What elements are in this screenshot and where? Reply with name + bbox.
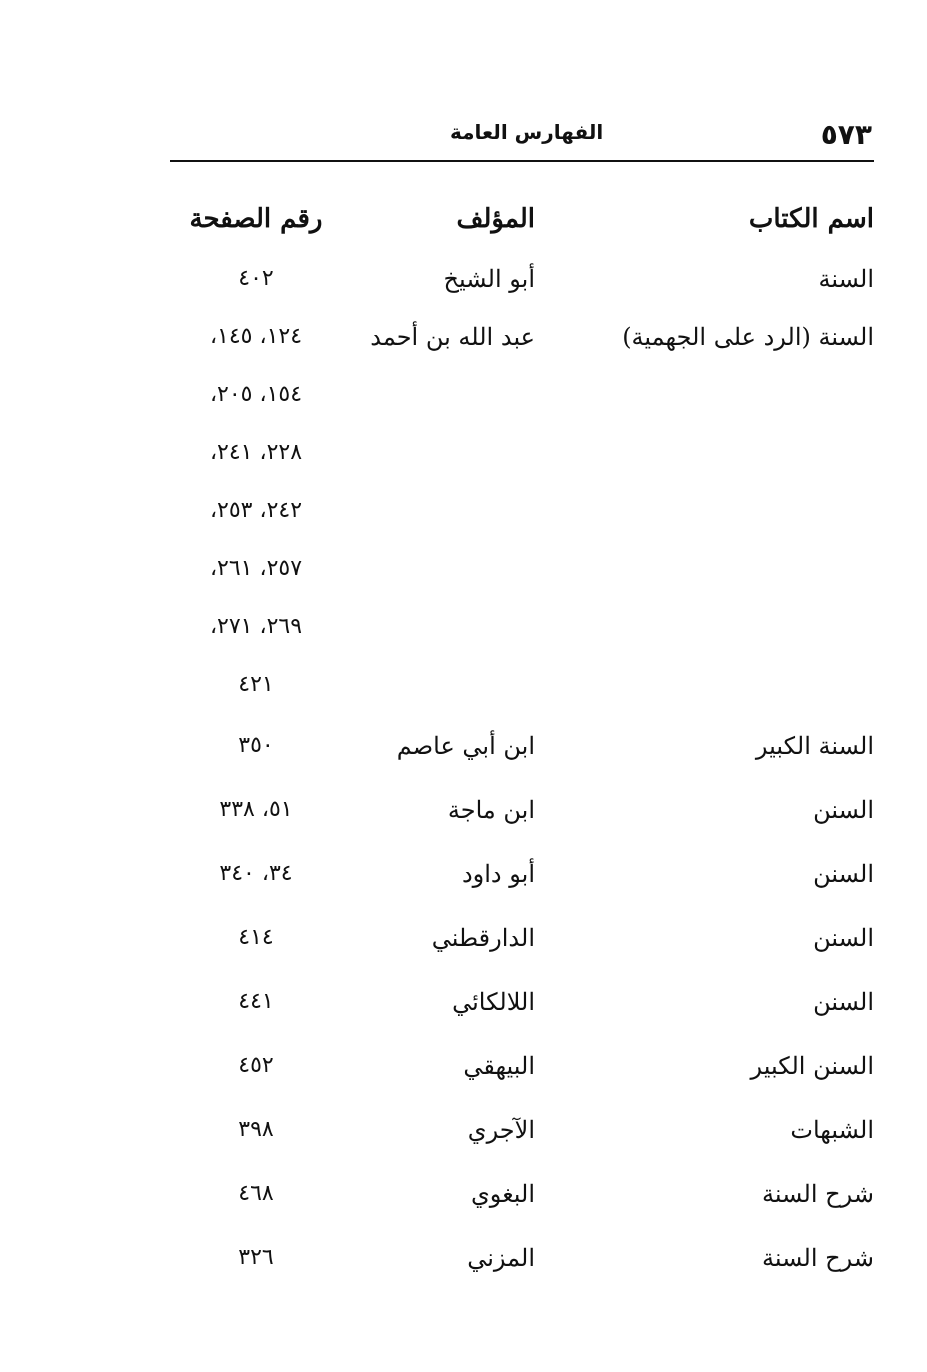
page-refs: ٣٢٦ [238, 1245, 274, 1270]
page-refs: ٤٦٨ [238, 1181, 274, 1206]
table-row [170, 308, 890, 366]
page-refs: ٤٥٢ [238, 1053, 274, 1078]
book-title: السنن الكبير [750, 1052, 874, 1080]
table-row [170, 482, 890, 540]
page-refs: ٤١٤ [238, 925, 274, 950]
table-header-row [170, 190, 890, 250]
book-title: السنة (الرد على الجهمية) [622, 323, 874, 351]
table-row [170, 366, 890, 424]
page-number: ٥٧٣ [820, 118, 872, 151]
page-refs: ٣٩٨ [238, 1117, 274, 1142]
page-refs: ٢٤٢، ٢٥٣، [209, 498, 303, 523]
page-refs: ١٢٤، ١٤٥، [209, 324, 303, 349]
book-title: السنة الكبير [755, 732, 874, 760]
book-author: ابن ماجة [447, 796, 535, 824]
book-author: ابن أبي عاصم [396, 732, 535, 760]
book-author: اللالكائي [452, 988, 535, 1016]
page-refs: ٢٥٧، ٢٦١، [209, 556, 303, 581]
table-row [170, 540, 890, 598]
table-row [170, 970, 890, 1034]
table-row [170, 906, 890, 970]
book-author: أبو داود [461, 860, 535, 888]
book-title: السنن [813, 796, 874, 824]
table-row [170, 424, 890, 482]
table-row [170, 1162, 890, 1226]
book-title: شرح السنة [762, 1180, 874, 1208]
page-refs: ٢٦٩، ٢٧١، [209, 614, 303, 639]
book-author: عبد الله بن أحمد [370, 323, 535, 351]
page-refs: ٤٤١ [238, 989, 274, 1014]
table-row [170, 842, 890, 906]
column-header-page: رقم الصفحة [189, 204, 323, 234]
table-row [170, 598, 890, 656]
table-row [170, 250, 890, 308]
table-row [170, 1034, 890, 1098]
table-row [170, 714, 890, 778]
book-title: السنن [813, 860, 874, 888]
book-author: الآجري [467, 1116, 535, 1144]
column-header-author: المؤلف [456, 204, 535, 234]
book-title: الشبهات [790, 1116, 874, 1144]
table-row [170, 656, 890, 714]
page-refs: ٣٤، ٣٤٠ [219, 861, 293, 886]
table-row [170, 778, 890, 842]
book-title: السنن [813, 988, 874, 1016]
book-author: البيهقي [463, 1052, 535, 1080]
page-refs: ٣٥٠ [238, 733, 274, 758]
book-author: المزني [467, 1244, 535, 1272]
page-refs: ٢٢٨، ٢٤١، [209, 440, 303, 465]
page-refs: ١٥٤، ٢٠٥، [209, 382, 303, 407]
book-title: السنن [813, 924, 874, 952]
book-author: البغوي [471, 1180, 535, 1208]
book-author: أبو الشيخ [443, 265, 535, 293]
book-title: السنة [818, 265, 874, 293]
running-title: الفهارس العامة [450, 120, 604, 144]
page-refs: ٤٢١ [238, 672, 274, 697]
page-refs: ٤٠٢ [238, 266, 274, 291]
table-row [170, 1098, 890, 1162]
table-row [170, 1226, 890, 1290]
page-refs: ٥١، ٣٣٨ [219, 797, 293, 822]
book-title: شرح السنة [762, 1244, 874, 1272]
book-author: الدارقطني [431, 924, 535, 952]
index-table [170, 190, 890, 1290]
column-header-title: اسم الكتاب [748, 204, 874, 234]
running-head [170, 112, 874, 162]
